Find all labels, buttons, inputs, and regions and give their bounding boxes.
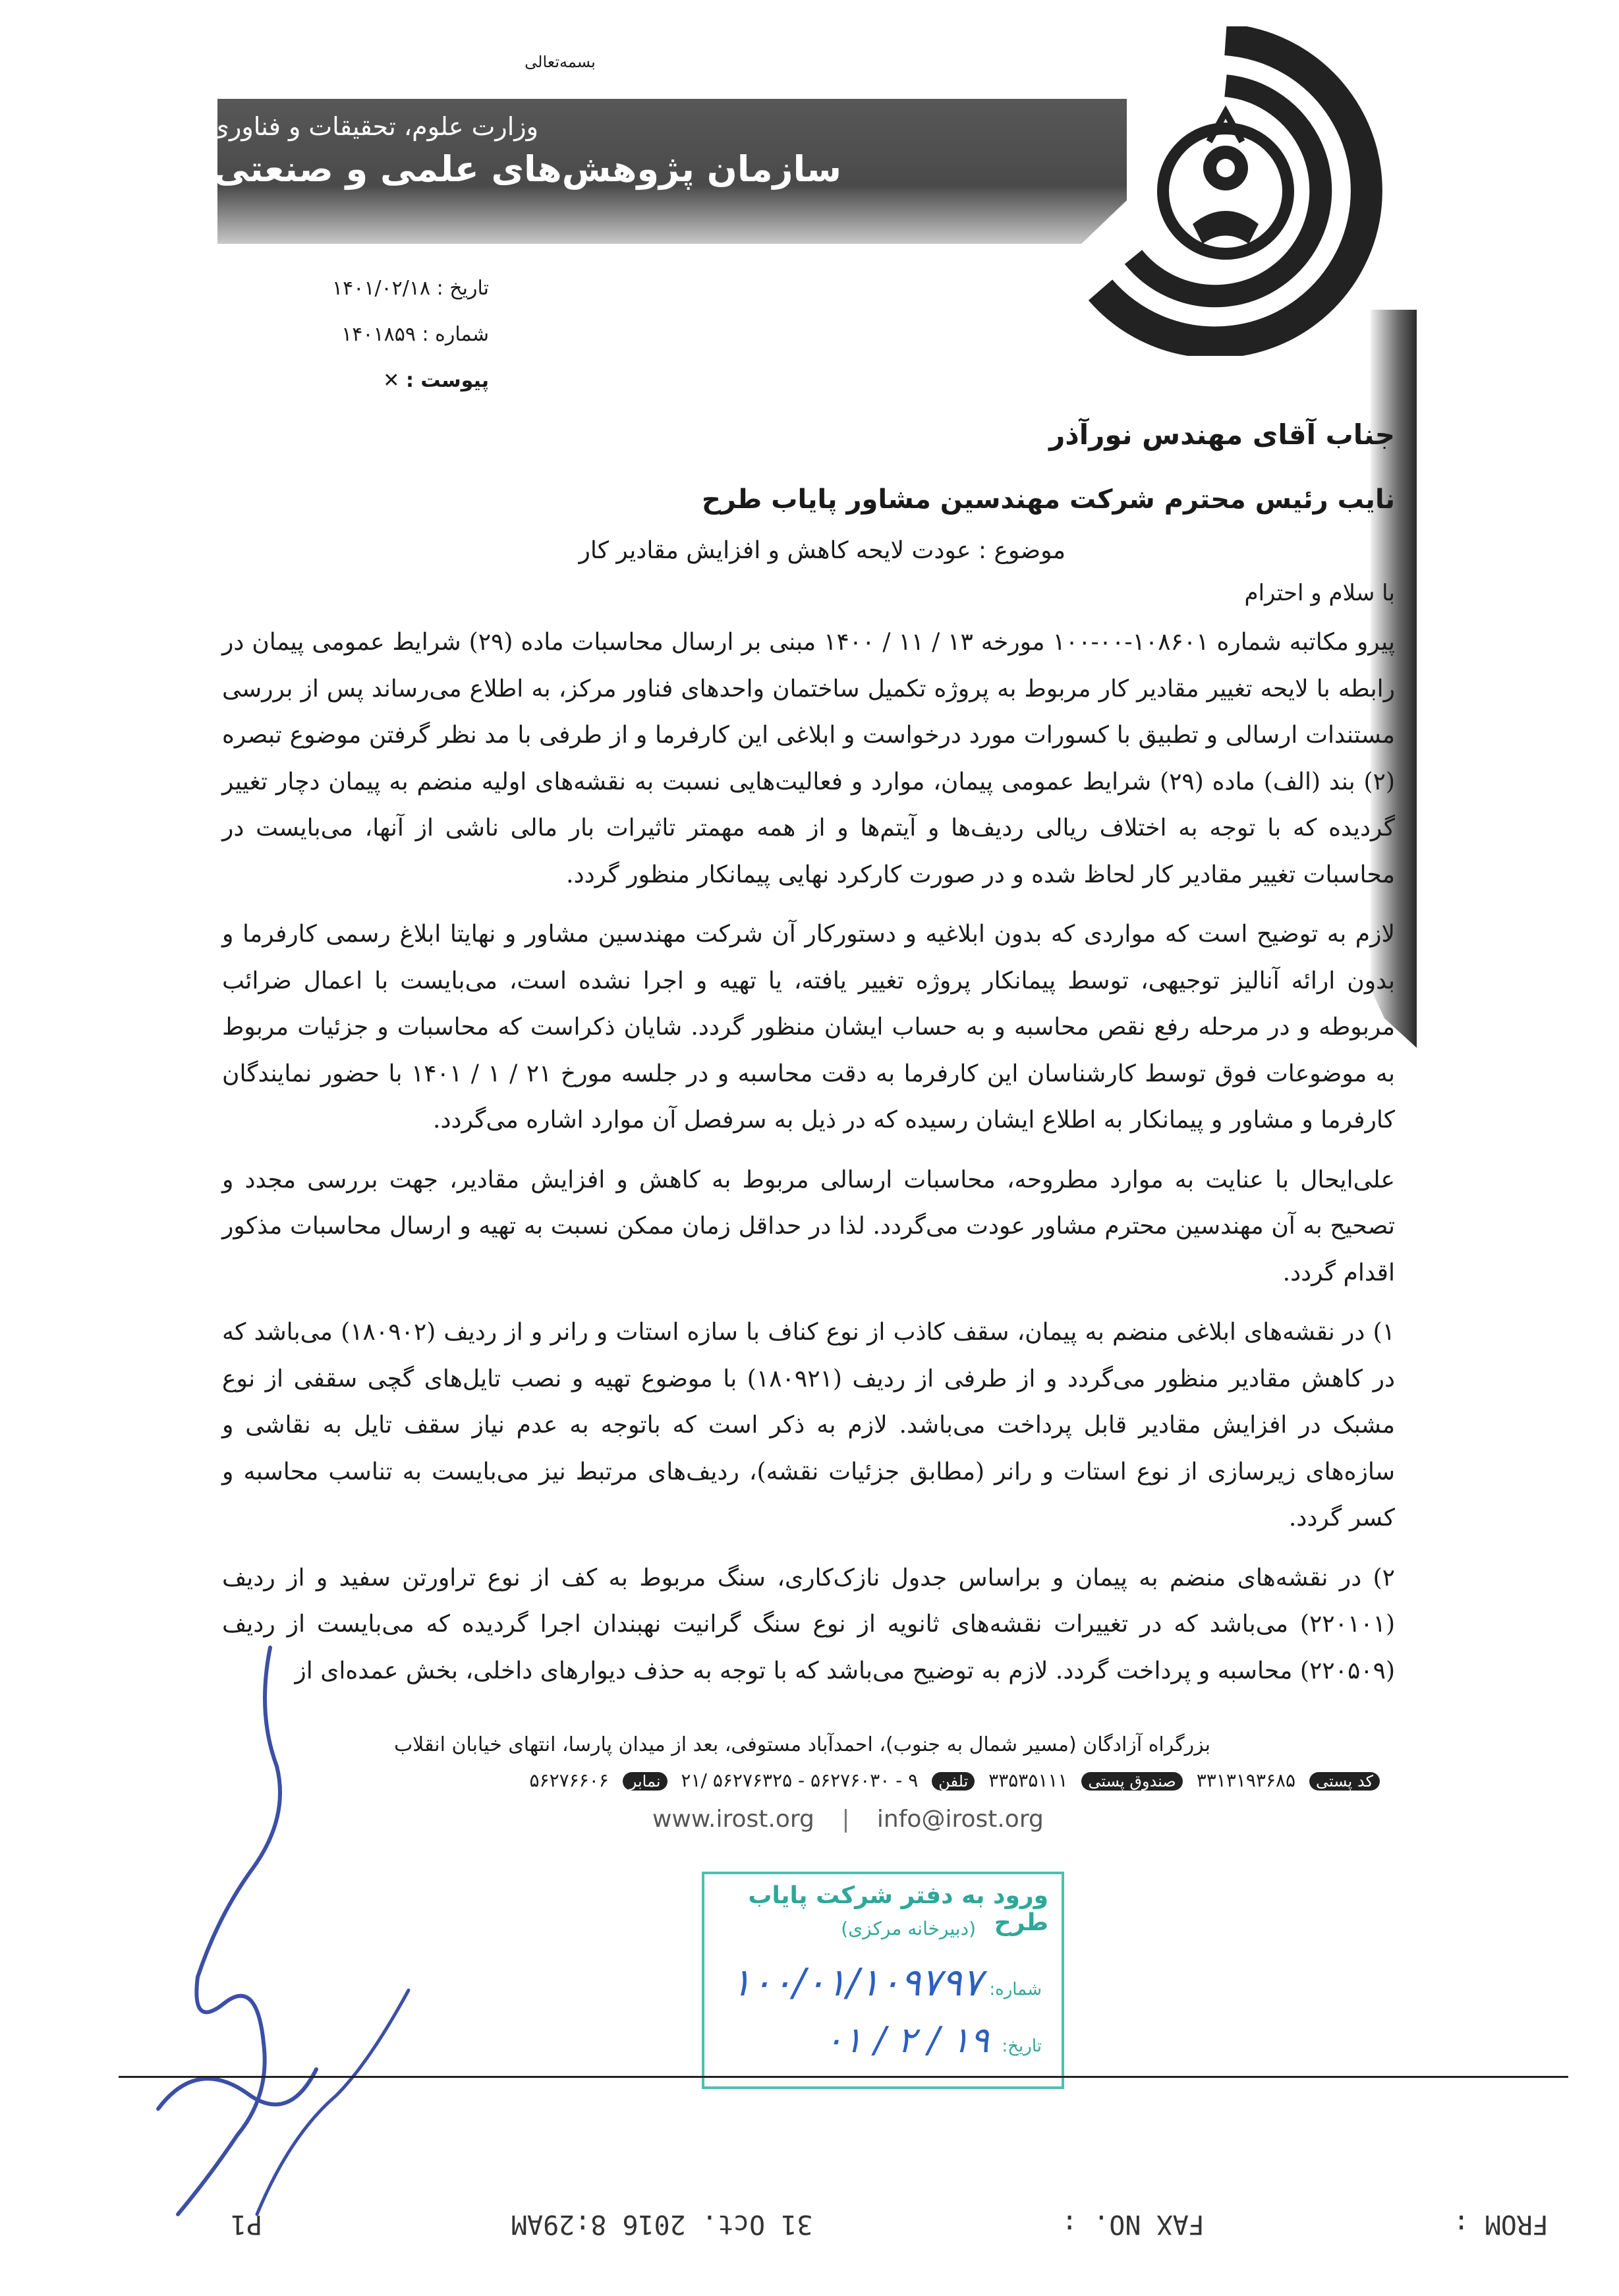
received-stamp	[702, 1872, 1064, 2089]
email-link[interactable]: info@irost.org	[876, 1806, 1044, 1833]
divider: |	[841, 1806, 850, 1833]
footer-contact	[488, 1769, 1384, 1791]
footer-address: بزرگراه آزادگان (مسیر شمال به جنوب)، احمدآباد مستوفی، بعد از میدان پارسا، انتهای خیابان انقلاب	[393, 1733, 1210, 1756]
body-paragraph: لازم به توضیح است که مواردی که بدون ابلاغیه و دستورکار آن شرکت مهندسین مشاور و نهایتا ابلاغ رسمی کارفرما و بدون ارائه آنالیز توجیهی، توسط پیمانکار پروژه تغییر یافته، یا تهیه و اجرا نشده است، می‌بایست با اعمال ضرائب مربوطه و در مرحله رفع نقص محاسبه و به حساب ایشان منظور گردد. شایان ذکراست که محاسبات و جزئیات مربوط به موضوعات فوق توسط کارشناسان این کارفرما به دقت محاسبه و در جلسه مورخ ۲۱ / ۱ / ۱۴۰۱ با حضور نمایندگان کارفرما و مشاور و پیمانکار به اطلاع ایشان رسیده که در ذیل به سرفصل آن موارد اشاره می‌گردد.	[222, 921, 1396, 1134]
body-paragraph: ۱) در نقشه‌های ابلاغی منضم به پیمان، سقف کاذب از نوع کناف با سازه استات و رانر و از ردیف (۱۸۰۹۰۲) می‌باشد که در کاهش مقادیر منظور می‌گردد و از طرفی از ردیف (۱۸۰۹۲۱) با موضوع تهیه و نصب تایل‌های گچی سقفی از نوع مشبک در افزایش مقادیر قابل پرداخت می‌باشد. لازم به ذکر است که باتوجه به عدم نیاز سقف تایل به نقاشی و سازه‌های زیرسازی از نوع استات و رانر (مطابق جزئیات نقشه)، ردیف‌های مرتبط نیز می‌بایست به تناسب محاسبه و کسر گردد.	[222, 1319, 1395, 1532]
recipient-title: نایب رئیس محترم شرکت مهندسین مشاور پایاب طرح	[701, 484, 1395, 515]
fax-label: نمابر	[623, 1772, 667, 1791]
fax-number-label: FAX NO. :	[1062, 2209, 1205, 2239]
letter-date	[332, 277, 489, 300]
fax-page: P1	[231, 2209, 263, 2239]
letter-attachment	[383, 369, 489, 392]
fax-header	[231, 2204, 1548, 2244]
footer-rule	[119, 2076, 1568, 2078]
attachment-label: پیوست :	[405, 369, 489, 392]
stamp-number-label: شماره:	[989, 1980, 1042, 1999]
number-label: شماره :	[422, 323, 489, 346]
postal-code-label: کد پستی	[1309, 1772, 1380, 1791]
po-box: ۳۳۵۳۵۱۱۱	[988, 1769, 1068, 1791]
postal-code: ۳۳۱۳۱۹۳۶۸۵	[1196, 1769, 1296, 1791]
ministry-name: وزارت علوم، تحقیقات و فناوری	[210, 112, 538, 141]
body-paragraph: ۲) در نقشه‌های منضم به پیمان و براساس جدول نازک‌کاری، سنگ مربوط به کف از نوع تراورتن سفید و از ردیف (۲۲۰۱۰۱) می‌باشد که در تغییرات نقشه‌های ثانویه از نوع سنگ گرانیت نهبندان اجرا گردیده که می‌بایست از ردیف (۲۲۰۵۰۹) محاسبه و پرداخت گردد. لازم به توضیح می‌باشد که با توجه به حذف دیوارهای داخلی، بخش عمده‌ای از	[222, 1564, 1395, 1684]
stamp-title: ورود به دفتر شرکت پایاب طرح	[748, 1882, 1048, 1936]
fax-number: ۵۶۲۷۶۶۰۶	[529, 1769, 609, 1791]
stamp-date-value: ۱۹ / ۲ / ۰۱	[824, 2019, 989, 2061]
fax-datetime: 31 Oct. 2016 8:29AM	[511, 2209, 813, 2239]
letter-greeting: با سلام و احترام	[1244, 580, 1395, 606]
stamp-date-label: تاریخ:	[1002, 2036, 1042, 2056]
website-link[interactable]: www.irost.org	[652, 1806, 814, 1833]
irost-logo-icon	[1041, 26, 1410, 356]
number-value: ۱۴۰۱۸۵۹	[341, 323, 416, 346]
phone: ۹ - ۵۶۲۷۶۰۳۰ - ۵۶۲۷۶۳۲۵ /۲۱	[681, 1769, 919, 1791]
date-value: ۱۴۰۱/۰۲/۱۸	[331, 277, 431, 300]
attachment-value: ✕	[383, 369, 400, 392]
stamp-subtitle: (دبیرخانه مرکزی)	[841, 1918, 976, 1939]
bismillah: بسمه‌تعالی	[525, 53, 596, 71]
letter-number	[341, 323, 489, 346]
recipient-name: جناب آقای مهندس نورآذر	[1049, 418, 1395, 451]
organization-name: سازمان پژوهش‌های علمی و صنعتی ایران	[111, 148, 841, 190]
stamp-number-value: ۱۰۰/۰۱/۱۰۹۷۹۷	[731, 1960, 982, 2005]
letter-body	[222, 619, 1395, 1708]
po-box-label: صندوق پستی	[1081, 1772, 1182, 1791]
phone-label: تلفن	[932, 1772, 975, 1791]
letter-subject: موضوع : عودت لایحه کاهش و افزایش مقادیر کار	[579, 537, 1065, 564]
footer-web	[652, 1806, 1044, 1833]
body-paragraph: پیرو مکاتبه شماره ۱۰۸۶۰۱-۰۰-۱۰۰ مورخه ۱۳ / ۱۱ / ۱۴۰۰ مبنی بر ارسال محاسبات ماده (۲۹) شرایط عمومی پیمان در رابطه با لایحه تغییر مقادیر کار مربوط به پروژه تکمیل ساختمان واحدهای فناور مرکز، به اطلاع می‌رساند پس از بررسی مستندات ارسالی و تطبیق با کسورات مورد درخواست و ابلاغی این کارفرما و از طرفی با مد نظر گرفتن موضوع تبصره (۲) بند (الف) ماده (۲۹) شرایط عمومی پیمان، موارد و فعالیت‌هایی نسبت به نقشه‌های اولیه منضم به پیمان دچار تغییر گردیده که با توجه به اختلاف ریالی ردیف‌ها و آیتم‌ها و از همه مهمتر تاثیرات بار مالی ناشی از آنها، می‌بایست در محاسبات تغییر مقادیر کار لحاظ شده و در صورت کارکرد نهایی پیمانکار منظور گردد.	[222, 629, 1395, 888]
fax-from: FROM :	[1453, 2209, 1548, 2239]
handwritten-annotation-icon	[119, 1634, 435, 2227]
body-paragraph: علی‌ایحال با عنایت به موارد مطروحه، محاسبات ارسالی مربوط به کاهش و افزایش مقادیر، جهت بررسی مجدد و تصحیح به آن مهندسین محترم مشاور عودت می‌گردد. لذا در حداقل زمان ممکن نسبت به تهیه و ارسال محاسبات مذکور اقدام گردد.	[222, 1166, 1395, 1286]
date-label: تاریخ :	[436, 277, 489, 300]
